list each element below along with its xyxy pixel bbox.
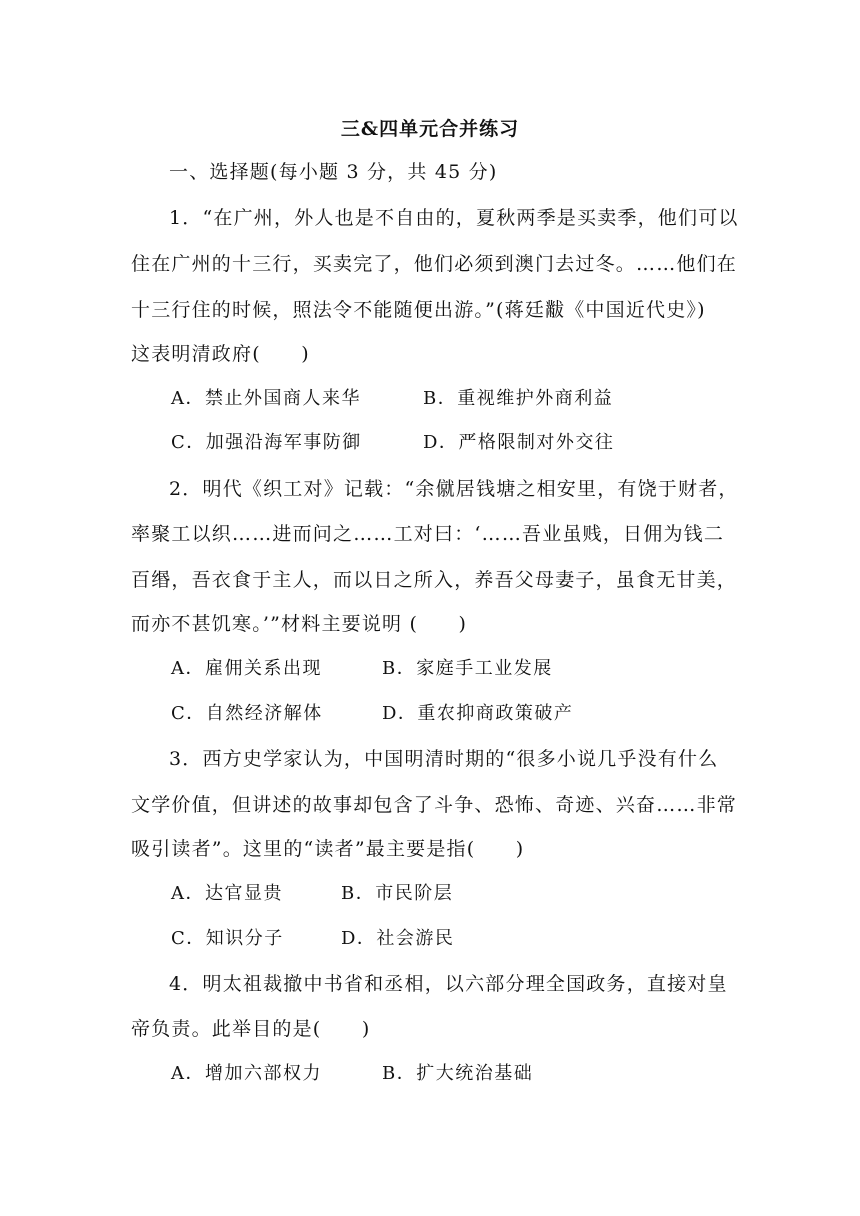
question-1-option-d: D．严格限制对外交往 (423, 432, 615, 453)
question-1-line-1: 1．“在广州，外人也是不自由的，夏秋两季是买卖季，他们可以 (169, 207, 739, 229)
question-4-option-a: A．增加六部权力 (171, 1063, 322, 1084)
question-2-option-d: D．重农抑商政策破产 (382, 703, 574, 724)
question-1-line-3: 十三行住的时候，照法令不能随便出游。”(蒋廷黻《中国近代史》) (131, 299, 706, 321)
question-2-option-c: C．自然经济解体 (171, 703, 323, 724)
question-1-option-c: C．加强沿海军事防御 (171, 432, 362, 453)
question-4-line-2: 帝负责。此举目的是( ) (131, 1018, 371, 1040)
question-3-line-2: 文学价值，但讲述的故事却包含了斗争、恐怖、奇迹、兴奋……非常 (131, 794, 738, 816)
question-2-line-4: 而亦不甚饥寒。’”材料主要说明 ( ) (131, 613, 468, 635)
question-3-option-c: C．知识分子 (171, 928, 284, 949)
question-4-option-b: B．扩大统治基础 (382, 1063, 534, 1084)
question-4-line-1: 4．明太祖裁撤中书省和丞相，以六部分理全国政务，直接对皇 (169, 973, 728, 995)
question-2-line-3: 百缗，吾衣食于主人，而以日之所入，养吾父母妻子，虽食无甘美， (131, 569, 738, 591)
question-1-option-b: B．重视维护外商利益 (423, 388, 614, 409)
question-2-option-b: B．家庭手工业发展 (382, 658, 553, 679)
question-3-option-b: B．市民阶层 (341, 883, 454, 904)
question-3-line-1: 3．西方史学家认为，中国明清时期的“很多小说几乎没有什么 (169, 748, 719, 770)
question-3-line-3: 吸引读者”。这里的“读者”最主要是指( ) (131, 838, 525, 860)
question-2-option-a: A．雇佣关系出现 (171, 658, 322, 679)
question-1-line-2: 住在广州的十三行，买卖完了，他们必须到澳门去过冬。……他们在 (131, 253, 738, 275)
question-2-line-2: 率聚工以织……进而问之……工对曰：‘……吾业虽贱，日佣为钱二 (131, 523, 725, 545)
section-heading: 一、选择题(每小题 3 分，共 45 分) (169, 161, 498, 183)
question-3-option-a: A．达官显贵 (171, 883, 283, 904)
question-3-option-d: D．社会游民 (341, 928, 455, 949)
question-1-option-a: A．禁止外国商人来华 (171, 388, 361, 409)
question-1-line-4: 这表明清政府( ) (131, 343, 310, 365)
question-2-line-1: 2．明代《织工对》记载：“余僦居钱塘之相安里，有饶于财者， (169, 478, 739, 500)
document-title: 三&四单元合并练习 (340, 118, 520, 140)
